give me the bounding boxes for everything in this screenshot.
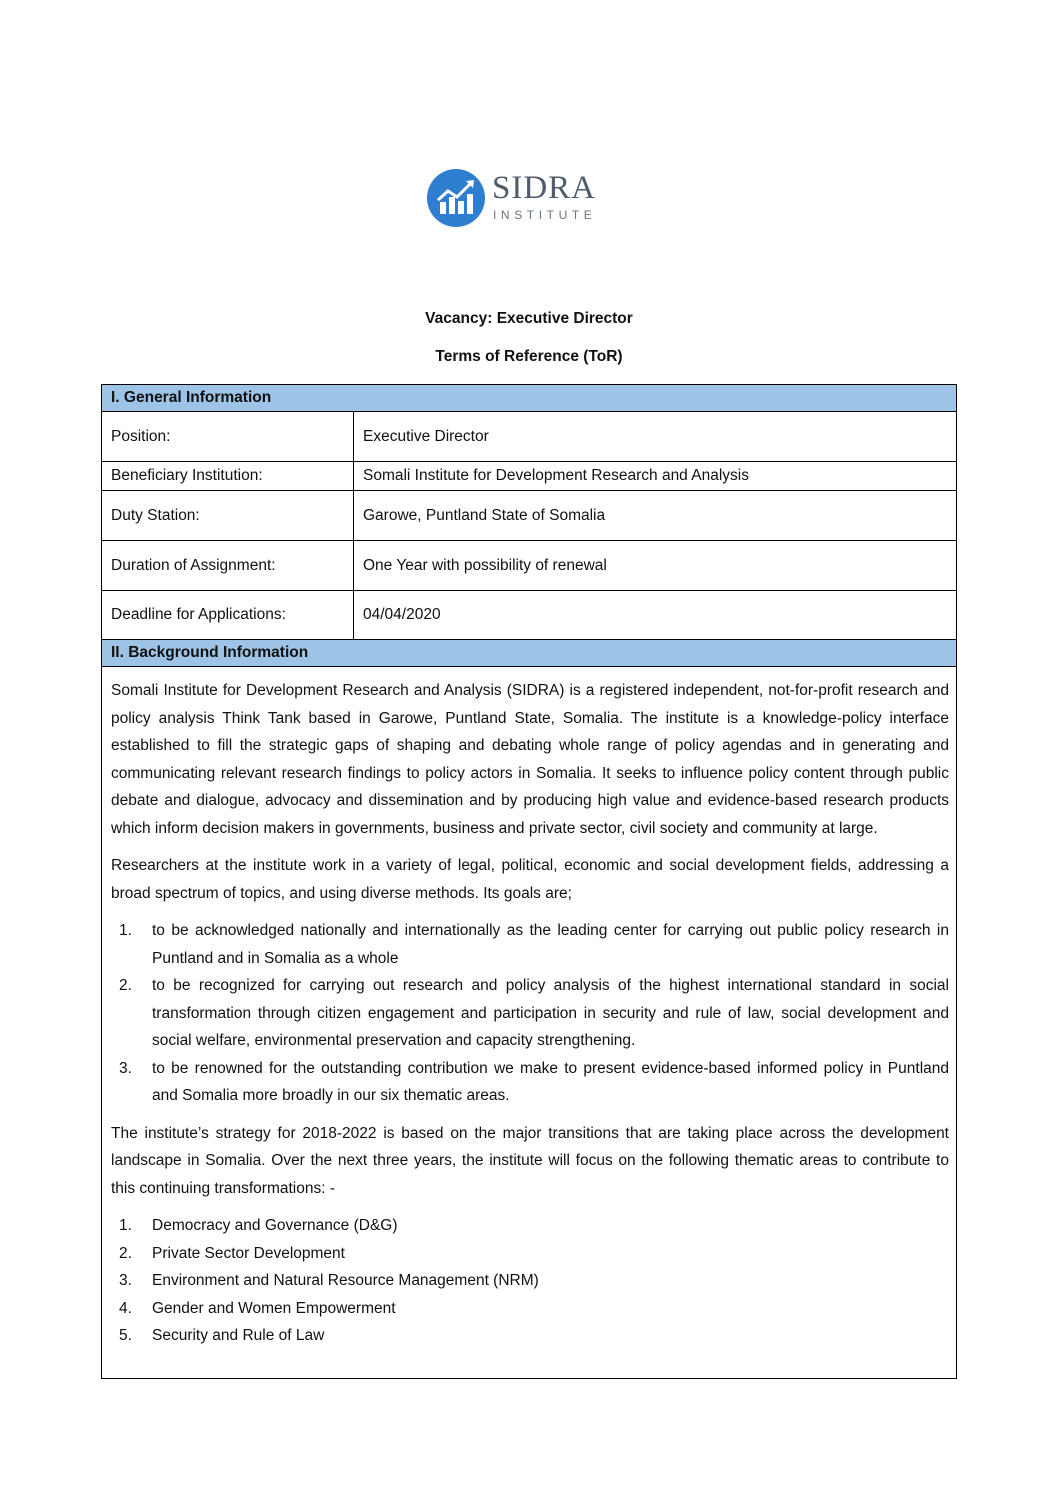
info-value: Executive Director <box>363 427 489 445</box>
section-heading-general: I. General Information <box>102 385 956 412</box>
info-value: 04/04/2020 <box>363 606 441 623</box>
list-item: 5. Security and Rule of Law <box>119 1327 325 1344</box>
info-value: One Year with possibility of renewal <box>363 556 607 574</box>
list-item: 2. to be recognized for carrying out research and policy analysis of the highest international standard in social transformation through citizen engagement and participation in security and rule of law, social development and social welfare, environmental preservation and capacity strengthening. <box>119 977 949 1049</box>
info-key: Position: <box>111 427 171 445</box>
info-row-position <box>102 412 956 462</box>
document-subtitle: Terms of Reference (ToR) <box>435 348 623 365</box>
info-value: Somali Institute for Development Research and Analysis <box>363 467 749 484</box>
info-row-duration <box>102 541 956 591</box>
info-row-deadline <box>102 591 956 640</box>
list-item: 1. to be acknowledged nationally and internationally as the leading center for carrying out public policy research in Puntland and in Somalia as a whole <box>119 922 949 967</box>
info-key: Duty Station: <box>111 506 200 524</box>
background-paragraph-3: The institute’s strategy for 2018-2022 is based on the major transitions that are taking place across the development landscape in Somalia. Over the next three years, the institute will focus on the following thematic areas to contribute to this continuing transformations: - <box>111 1124 949 1197</box>
info-key: Beneficiary Institution: <box>111 467 263 484</box>
list-item: 2. Private Sector Development <box>119 1244 345 1262</box>
list-item: 4. Gender and Women Empowerment <box>119 1299 396 1317</box>
sidra-chart-logo-icon <box>426 168 486 228</box>
background-paragraph-1: Somali Institute for Development Research and Analysis (SIDRA) is a registered independent, not-for-profit research and policy analysis Think Tank based in Garowe, Puntland State, Somalia. The institute is a knowledge-policy interface established to fill the strategic gaps of shaping and debating whole range of policy agendas and in generating and communicating relevant research findings to policy actors in Somalia. It seeks to influence policy content through public debate and dialogue, advocacy and dissemination and by producing high value and evidence-based research products which inform decision makers in governments, business and private sector, civil society and community at large. <box>111 682 949 837</box>
thematic-areas-list <box>111 1212 949 1350</box>
info-row-duty-station <box>102 491 956 541</box>
info-key: Duration of Assignment: <box>111 556 276 574</box>
logo-name: SIDRA <box>492 170 597 206</box>
logo-subtitle: INSTITUTE <box>493 208 597 222</box>
info-value: Garowe, Puntland State of Somalia <box>363 506 606 524</box>
list-item: 1. Democracy and Governance (D&G) <box>119 1217 398 1234</box>
info-key: Deadline for Applications: <box>111 606 286 623</box>
background-paragraph-2: Researchers at the institute work in a variety of legal, political, economic and social development fields, addressing a broad spectrum of topics, and using diverse methods. Its goals are; <box>111 857 949 902</box>
info-row-beneficiary <box>102 462 956 491</box>
section-heading-background: II. Background Information <box>102 640 956 667</box>
list-item: 3. to be renowned for the outstanding contribution we make to present evidence-based informed policy in Puntland and Somalia more broadly in our six thematic areas. <box>119 1059 949 1104</box>
background-body <box>111 677 949 1360</box>
goals-list <box>111 917 949 1110</box>
tor-table <box>101 384 957 1379</box>
document-title: Vacancy: Executive Director <box>425 310 633 327</box>
sidra-logo <box>426 168 606 230</box>
list-item: 3. Environment and Natural Resource Management (NRM) <box>119 1272 539 1289</box>
